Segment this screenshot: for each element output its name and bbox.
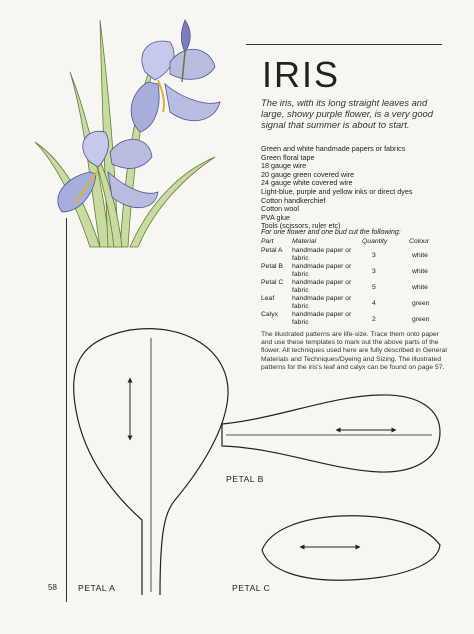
cell-part: Petal C (261, 279, 284, 286)
material-item: Cotton wool (261, 204, 299, 214)
material-item: 20 gauge green covered wire (261, 169, 355, 179)
cell-material: handmade paper or fabric (292, 311, 352, 326)
cell-quantity: 5 (372, 284, 376, 291)
header-quantity: Quantity (362, 238, 388, 245)
cell-quantity: 3 (372, 252, 376, 259)
notes-text: The illustrated patterns are life-size. Trace them onto paper and use these templates to mark out the above parts of the flower. All techniques used here are fully described in General Materials and Techniques/Dyeing and Sizing. The illustrated patterns for the iris's leaf and calyx can be found on page 57. (261, 331, 447, 371)
petal-c-template (262, 516, 440, 580)
header-material: Material (292, 238, 317, 245)
page-number: 58 (48, 583, 57, 592)
material-item: Cotton handkerchief (261, 195, 326, 205)
cell-material: handmade paper or fabric (292, 247, 352, 262)
cut-list-title: For one flower and one bud cut the following: (261, 229, 401, 236)
material-item: 24 gauge white covered wire (261, 178, 353, 188)
cell-material: handmade paper or fabric (292, 279, 352, 294)
petal-c-label: PETAL C (232, 583, 271, 593)
material-item: PVA glue (261, 212, 291, 222)
cell-colour: white (412, 252, 428, 259)
material-item: Green floral tape (261, 152, 315, 162)
cell-colour: green (412, 316, 430, 323)
cell-part: Petal B (261, 263, 283, 270)
cell-part: Leaf (261, 295, 275, 302)
petal-a-label: PETAL A (78, 583, 116, 593)
material-item: Light-blue, purple and yellow inks or direct dyes (261, 186, 413, 196)
cell-part: Petal A (261, 247, 283, 254)
cell-quantity: 4 (372, 300, 376, 307)
header-colour: Colour (409, 238, 430, 245)
cell-colour: green (412, 300, 430, 307)
cell-colour: white (412, 284, 428, 291)
header-part: Part (261, 238, 274, 245)
cell-colour: white (412, 268, 428, 275)
material-item: 18 gauge wire (261, 161, 307, 171)
cell-part: Calyx (261, 311, 278, 318)
cell-material: handmade paper or fabric (292, 295, 352, 310)
cell-material: handmade paper or fabric (292, 263, 352, 278)
material-item: Tools (scissors, ruler etc) (261, 221, 341, 231)
material-item: Green and white handmade papers or fabrics (261, 144, 406, 153)
cell-quantity: 3 (372, 268, 376, 275)
petal-b-label: PETAL B (226, 474, 264, 484)
cell-quantity: 2 (372, 316, 376, 323)
intro-text: The iris, with its long straight leaves and large, showy purple flower, is a very good signal that summer is about to start. (261, 97, 433, 130)
petal-b-template (222, 395, 440, 472)
page-title: IRIS (262, 54, 341, 95)
